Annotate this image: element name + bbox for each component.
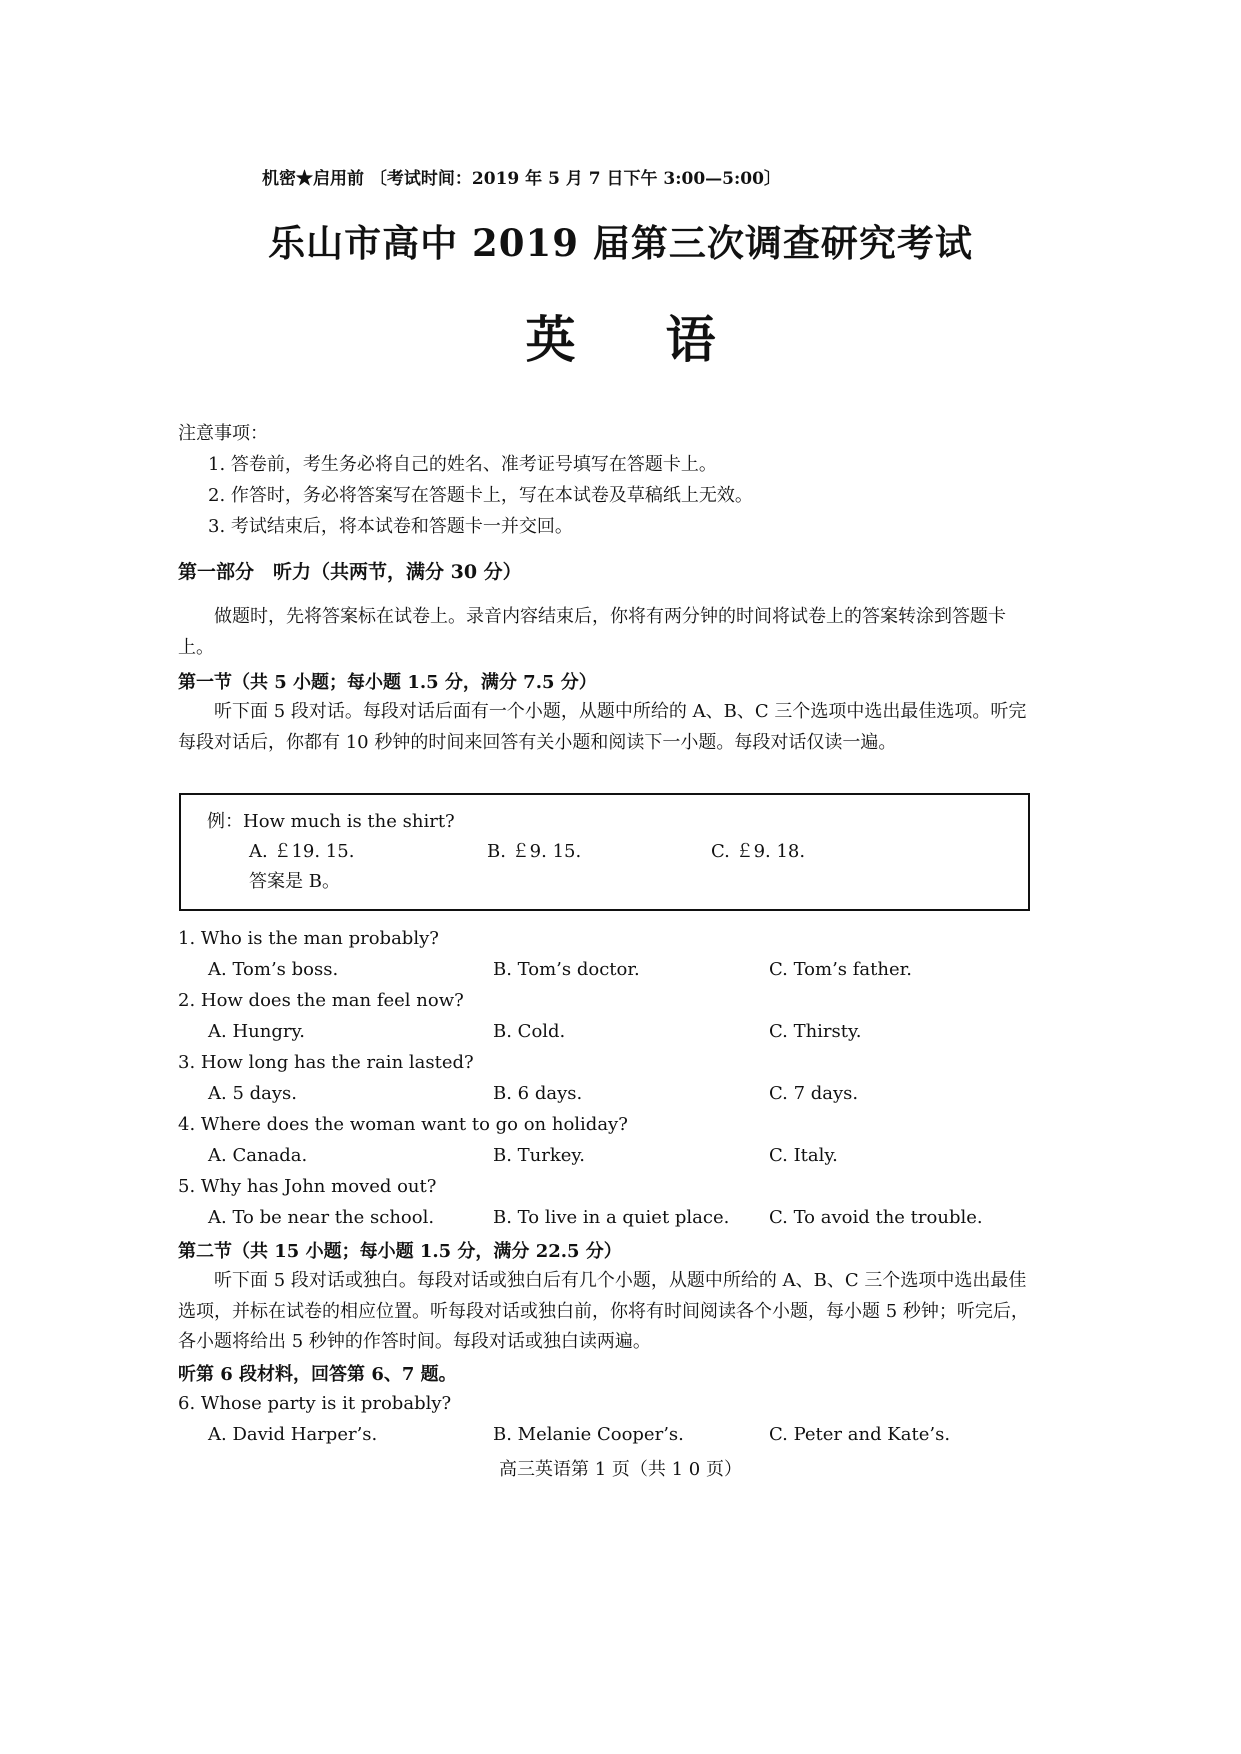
example-option-c: C. ￡9. 18. [711,841,806,862]
section2-heading-block [178,1236,1038,1267]
question-1-option-c: C. Tom’s father. [769,959,912,980]
question-3-option-c: C. 7 days. [769,1083,859,1104]
notice-item-2: 2. 作答时，务必将答案写在答题卡上，写在本试卷及草稿纸上无效。 [208,485,753,506]
part1-heading-block [178,557,1038,588]
notice-heading: 注意事项： [178,423,268,444]
page-title: 乐山市高中 2019 届第三次调查研究考试 [268,221,973,265]
section1-heading: 第一节（共 5 小题；每小题 1.5 分，满分 7.5 分） [178,672,597,693]
example-option-b: B. ￡9. 15. [487,841,582,862]
question-4-stem: 4. Where does the woman want to go on holiday? [178,1114,628,1135]
question-5-option-b: B. To live in a quiet place. [493,1207,730,1228]
question-1-option-b: B. Tom’s doctor. [493,959,640,980]
question-4-option-b: B. Turkey. [493,1145,585,1166]
notice-item-3: 3. 考试结束后，将本试卷和答题卡一并交回。 [208,516,573,537]
question-5-stem: 5. Why has John moved out? [178,1176,437,1197]
material-heading: 听第 6 段材料，回答第 6、7 题。 [178,1364,457,1385]
question-3-option-b: B. 6 days. [493,1083,583,1104]
material-heading-block [178,1359,1038,1390]
page-footer: 高三英语第 1 页（共 1 0 页） [499,1459,742,1480]
question-2-stem: 2. How does the man feel now? [178,990,464,1011]
question-1-stem: 1. Who is the man probably? [178,928,439,949]
question-6-option-b: B. Melanie Cooper’s. [493,1424,684,1445]
question-6-stem: 6. Whose party is it probably? [178,1393,452,1414]
part1-intro: 做题时，先将答案标在试卷上。录音内容结束后，你将有两分钟的时间将试卷上的答案转涂到答题卡上。 [178,606,1006,658]
question-2-option-c: C. Thirsty. [769,1021,862,1042]
question-4-option-a: A. Canada. [208,1145,308,1166]
section2-intro: 听下面 5 段对话或独白。每段对话或独白后有几个小题，从题中所给的 A、B、C 三个选项中选出最佳选项，并标在试卷的相应位置。听每段对话或独白前，你将有时间阅读各个小题，每小题 5 秒钟；听完后，各小题将给出 5 秒钟的作答时间。每段对话或独白读两遍。 [178,1270,1029,1352]
section1-heading-block [178,667,1038,698]
question-4-option-c: C. Italy. [769,1145,838,1166]
question-6-option-c: C. Peter and Kate’s. [769,1424,951,1445]
notice-item-1: 1. 答卷前，考生务必将自己的姓名、准考证号填写在答题卡上。 [208,454,717,475]
example-option-a: A. ￡19. 15. [249,841,355,862]
part1-intro-block [178,602,1038,663]
question-5-option-a: A. To be near the school. [208,1207,435,1228]
example-box [179,793,1030,911]
section1-intro: 听下面 5 段对话。每段对话后面有一个小题，从题中所给的 A、B、C 三个选项中选出最佳选项。听完每段对话后，你都有 10 秒钟的时间来回答有关小题和阅读下一小题。每段对话仅读一遍。 [178,701,1027,753]
question-5-option-c: C. To avoid the trouble. [769,1207,983,1228]
question-1-option-a: A. Tom’s boss. [208,959,339,980]
example-answer: 答案是 B。 [249,871,340,892]
example-question: 例：How much is the shirt? [207,811,455,832]
question-2-option-b: B. Cold. [493,1021,566,1042]
section2-intro-block [178,1266,1038,1358]
section2-heading: 第二节（共 15 小题；每小题 1.5 分，满分 22.5 分） [178,1241,622,1262]
subject-title: 英语 [525,310,806,369]
question-3-stem: 3. How long has the rain lasted? [178,1052,474,1073]
secret-line: 机密★启用前 〔考试时间：2019 年 5 月 7 日下午 3:00—5:00〕 [262,169,781,189]
question-6-option-a: A. David Harper’s. [208,1424,378,1445]
section1-intro-block [178,697,1038,758]
question-3-option-a: A. 5 days. [208,1083,297,1104]
question-2-option-a: A. Hungry. [208,1021,305,1042]
notice-section [178,418,1038,542]
part1-heading: 第一部分 听力（共两节，满分 30 分） [178,561,522,583]
